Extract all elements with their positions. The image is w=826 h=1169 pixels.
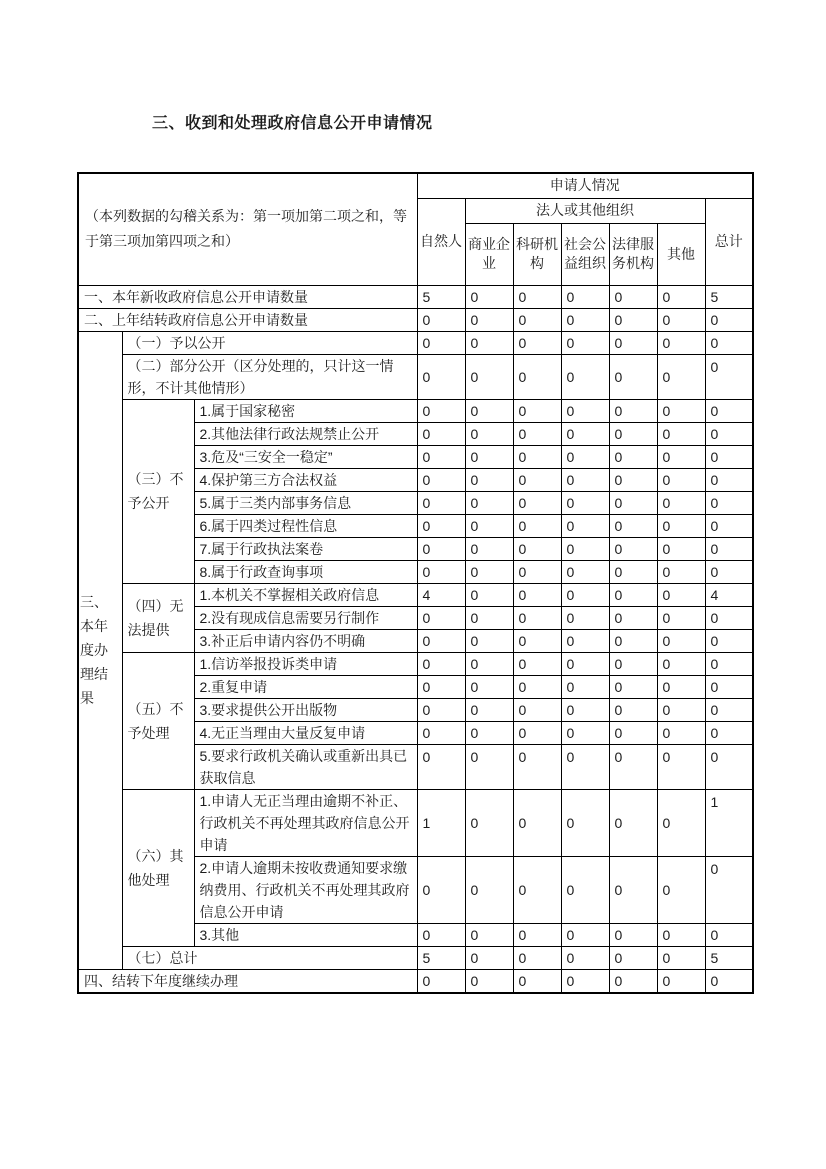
table-row	[78, 285, 753, 308]
value-cell: 0	[561, 399, 609, 422]
value-cell: 0	[513, 789, 561, 856]
value-cell: 0	[561, 285, 609, 308]
value-cell: 0	[561, 422, 609, 445]
value-cell: 0	[561, 698, 609, 721]
value-cell: 0	[561, 923, 609, 946]
value-cell: 0	[465, 514, 513, 537]
row-label: 2.没有现成信息需要另行制作	[194, 606, 417, 629]
value-cell: 0	[705, 606, 753, 629]
group-a-label: 三、本年度办理结果	[78, 331, 122, 969]
value-cell: 0	[465, 560, 513, 583]
value-cell: 0	[609, 789, 657, 856]
value-cell: 0	[657, 675, 705, 698]
value-cell: 0	[609, 491, 657, 514]
row-label: 1.信访举报投诉类申请	[194, 652, 417, 675]
value-cell: 0	[417, 422, 465, 445]
value-cell: 0	[609, 606, 657, 629]
table-row	[78, 583, 753, 606]
value-cell: 0	[657, 856, 705, 923]
value-cell: 0	[513, 675, 561, 698]
value-cell: 0	[465, 744, 513, 789]
value-cell: 0	[561, 629, 609, 652]
value-cell: 0	[657, 491, 705, 514]
value-cell: 0	[513, 560, 561, 583]
value-cell: 0	[417, 560, 465, 583]
value-cell: 0	[705, 652, 753, 675]
value-cell: 0	[465, 946, 513, 969]
value-cell: 0	[465, 583, 513, 606]
row-label: 1.本机关不掌握相关政府信息	[194, 583, 417, 606]
value-cell: 0	[657, 652, 705, 675]
value-cell: 0	[705, 468, 753, 491]
value-cell: 0	[657, 537, 705, 560]
header-commercial-enterprise: 商业企业	[465, 223, 513, 285]
value-cell: 0	[417, 744, 465, 789]
value-cell: 0	[465, 969, 513, 993]
value-cell: 0	[657, 583, 705, 606]
row-label: 4.保护第三方合法权益	[194, 468, 417, 491]
value-cell: 0	[561, 675, 609, 698]
value-cell: 0	[657, 698, 705, 721]
value-cell: 0	[513, 652, 561, 675]
value-cell: 0	[465, 698, 513, 721]
row-label: 四、结转下年度继续办理	[78, 969, 417, 993]
value-cell: 0	[417, 652, 465, 675]
value-cell: 5	[705, 285, 753, 308]
value-cell: 0	[417, 675, 465, 698]
header-other-org: 其他	[657, 223, 705, 285]
value-cell: 0	[417, 537, 465, 560]
row-label: 3.补正后申请内容仍不明确	[194, 629, 417, 652]
value-cell: 0	[513, 744, 561, 789]
value-cell: 0	[417, 399, 465, 422]
value-cell: 0	[513, 285, 561, 308]
value-cell: 5	[705, 946, 753, 969]
value-cell: 0	[705, 560, 753, 583]
value-cell: 0	[417, 331, 465, 354]
value-cell: 0	[657, 308, 705, 331]
value-cell: 0	[657, 629, 705, 652]
value-cell: 0	[657, 969, 705, 993]
value-cell: 0	[705, 331, 753, 354]
value-cell: 0	[465, 675, 513, 698]
value-cell: 0	[513, 491, 561, 514]
row-label: 2.重复申请	[194, 675, 417, 698]
value-cell: 0	[609, 583, 657, 606]
value-cell: 0	[657, 331, 705, 354]
value-cell: 0	[417, 308, 465, 331]
value-cell: 0	[513, 946, 561, 969]
value-cell: 0	[609, 331, 657, 354]
table-row	[78, 969, 753, 993]
row-label: 3.其他	[194, 923, 417, 946]
corner-note: （本列数据的勾稽关系为：第一项加第二项之和，等于第三项加第四项之和）	[78, 173, 417, 285]
group-b-label: （五）不予处理	[122, 652, 194, 789]
value-cell: 0	[513, 629, 561, 652]
header-research-institution: 科研机构	[513, 223, 561, 285]
value-cell: 0	[705, 629, 753, 652]
row-label: 4.无正当理由大量反复申请	[194, 721, 417, 744]
value-cell: 0	[465, 331, 513, 354]
value-cell: 0	[705, 969, 753, 993]
header-legal-group: 法人或其他组织	[465, 198, 705, 223]
value-cell: 0	[609, 721, 657, 744]
value-cell: 0	[609, 744, 657, 789]
value-cell: 0	[609, 560, 657, 583]
value-cell: 0	[657, 721, 705, 744]
value-cell: 0	[657, 514, 705, 537]
value-cell: 5	[417, 946, 465, 969]
value-cell: 0	[657, 468, 705, 491]
row-label: 5.要求行政机关确认或重新出具已获取信息	[194, 744, 417, 789]
value-cell: 0	[609, 422, 657, 445]
row-label: 6.属于四类过程性信息	[194, 514, 417, 537]
row-label: 二、上年结转政府信息公开申请数量	[78, 308, 417, 331]
value-cell: 0	[465, 923, 513, 946]
value-cell: 0	[657, 789, 705, 856]
value-cell: 0	[705, 422, 753, 445]
value-cell: 0	[513, 721, 561, 744]
value-cell: 0	[417, 923, 465, 946]
value-cell: 0	[513, 445, 561, 468]
value-cell: 0	[609, 698, 657, 721]
row-label: 1.属于国家秘密	[194, 399, 417, 422]
value-cell: 0	[657, 744, 705, 789]
value-cell: 0	[465, 308, 513, 331]
value-cell: 0	[561, 537, 609, 560]
table-row	[78, 354, 753, 399]
value-cell: 0	[705, 856, 753, 923]
value-cell: 0	[657, 399, 705, 422]
value-cell: 5	[417, 285, 465, 308]
value-cell: 0	[561, 606, 609, 629]
value-cell: 0	[417, 606, 465, 629]
value-cell: 0	[705, 491, 753, 514]
value-cell: 0	[609, 675, 657, 698]
row-label: 1.申请人无正当理由逾期不补正、行政机关不再处理其政府信息公开申请	[194, 789, 417, 856]
value-cell: 0	[609, 969, 657, 993]
value-cell: 0	[417, 629, 465, 652]
table-row	[78, 308, 753, 331]
value-cell: 0	[417, 721, 465, 744]
value-cell: 0	[609, 399, 657, 422]
group-b-label: （四）无法提供	[122, 583, 194, 652]
value-cell: 0	[609, 308, 657, 331]
value-cell: 0	[609, 856, 657, 923]
value-cell: 0	[465, 399, 513, 422]
value-cell: 0	[705, 445, 753, 468]
value-cell: 0	[609, 468, 657, 491]
value-cell: 0	[657, 422, 705, 445]
value-cell: 0	[561, 560, 609, 583]
value-cell: 0	[561, 721, 609, 744]
value-cell: 0	[657, 946, 705, 969]
value-cell: 0	[609, 285, 657, 308]
row-label: 7.属于行政执法案卷	[194, 537, 417, 560]
application-statistics-table	[77, 172, 754, 994]
value-cell: 0	[465, 856, 513, 923]
value-cell: 0	[417, 698, 465, 721]
page-title: 三、收到和处理政府信息公开申请情况	[152, 115, 433, 132]
value-cell: 0	[465, 652, 513, 675]
value-cell: 0	[561, 946, 609, 969]
value-cell: 0	[705, 698, 753, 721]
value-cell: 0	[561, 331, 609, 354]
value-cell: 0	[513, 856, 561, 923]
row-label: （七）总计	[122, 946, 417, 969]
value-cell: 1	[705, 789, 753, 856]
value-cell: 0	[561, 354, 609, 399]
group-b-label: （六）其他处理	[122, 789, 194, 946]
row-label: （二）部分公开（区分处理的，只计这一情形，不计其他情形）	[122, 354, 417, 399]
value-cell: 4	[417, 583, 465, 606]
value-cell: 0	[561, 652, 609, 675]
value-cell: 0	[705, 537, 753, 560]
value-cell: 0	[465, 606, 513, 629]
value-cell: 0	[417, 445, 465, 468]
table-row	[78, 399, 753, 422]
value-cell: 0	[609, 652, 657, 675]
header-social-welfare-org: 社会公益组织	[561, 223, 609, 285]
value-cell: 0	[417, 468, 465, 491]
value-cell: 0	[657, 445, 705, 468]
value-cell: 0	[609, 354, 657, 399]
value-cell: 0	[705, 744, 753, 789]
row-label: 2.其他法律行政法规禁止公开	[194, 422, 417, 445]
table-header	[78, 173, 753, 285]
value-cell: 0	[705, 721, 753, 744]
value-cell: 4	[705, 583, 753, 606]
table-row	[78, 331, 753, 354]
value-cell: 0	[561, 308, 609, 331]
header-legal-service-org: 法律服务机构	[609, 223, 657, 285]
row-label: 8.属于行政查询事项	[194, 560, 417, 583]
value-cell: 0	[657, 560, 705, 583]
row-label: 2.申请人逾期未按收费通知要求缴纳费用、行政机关不再处理其政府信息公开申请	[194, 856, 417, 923]
table-row	[78, 789, 753, 856]
value-cell: 0	[465, 789, 513, 856]
row-label: 5.属于三类内部事务信息	[194, 491, 417, 514]
header-applicant-group: 申请人情况	[417, 173, 753, 198]
value-cell: 0	[705, 514, 753, 537]
table-row	[78, 652, 753, 675]
value-cell: 0	[609, 923, 657, 946]
value-cell: 0	[465, 629, 513, 652]
value-cell: 0	[465, 468, 513, 491]
value-cell: 0	[465, 285, 513, 308]
value-cell: 0	[513, 422, 561, 445]
value-cell: 0	[465, 537, 513, 560]
value-cell: 0	[705, 675, 753, 698]
value-cell: 1	[417, 789, 465, 856]
row-label: 3.要求提供公开出版物	[194, 698, 417, 721]
value-cell: 0	[513, 399, 561, 422]
value-cell: 0	[561, 744, 609, 789]
value-cell: 0	[513, 698, 561, 721]
value-cell: 0	[465, 354, 513, 399]
value-cell: 0	[513, 354, 561, 399]
table-body	[78, 285, 753, 993]
value-cell: 0	[465, 445, 513, 468]
table-row	[78, 946, 753, 969]
value-cell: 0	[561, 856, 609, 923]
value-cell: 0	[657, 285, 705, 308]
row-label: （一）予以公开	[122, 331, 417, 354]
row-label: 3.危及“三安全一稳定”	[194, 445, 417, 468]
value-cell: 0	[609, 445, 657, 468]
value-cell: 0	[417, 354, 465, 399]
value-cell: 0	[657, 354, 705, 399]
value-cell: 0	[561, 969, 609, 993]
group-b-label: （三）不予公开	[122, 399, 194, 583]
value-cell: 0	[609, 514, 657, 537]
value-cell: 0	[513, 308, 561, 331]
value-cell: 0	[513, 583, 561, 606]
header-natural-person: 自然人	[417, 198, 465, 285]
value-cell: 0	[609, 537, 657, 560]
value-cell: 0	[705, 923, 753, 946]
row-label: 一、本年新收政府信息公开申请数量	[78, 285, 417, 308]
value-cell: 0	[561, 514, 609, 537]
value-cell: 0	[561, 789, 609, 856]
value-cell: 0	[561, 445, 609, 468]
value-cell: 0	[417, 514, 465, 537]
value-cell: 0	[513, 331, 561, 354]
value-cell: 0	[513, 606, 561, 629]
value-cell: 0	[513, 514, 561, 537]
value-cell: 0	[513, 468, 561, 491]
value-cell: 0	[465, 721, 513, 744]
value-cell: 0	[705, 308, 753, 331]
value-cell: 0	[513, 923, 561, 946]
value-cell: 0	[561, 468, 609, 491]
value-cell: 0	[657, 923, 705, 946]
value-cell: 0	[609, 629, 657, 652]
value-cell: 0	[417, 969, 465, 993]
value-cell: 0	[657, 606, 705, 629]
value-cell: 0	[561, 491, 609, 514]
header-total: 总计	[705, 198, 753, 285]
value-cell: 0	[609, 946, 657, 969]
value-cell: 0	[417, 856, 465, 923]
value-cell: 0	[513, 537, 561, 560]
value-cell: 0	[705, 399, 753, 422]
value-cell: 0	[561, 583, 609, 606]
value-cell: 0	[465, 491, 513, 514]
value-cell: 0	[417, 491, 465, 514]
value-cell: 0	[705, 354, 753, 399]
header-row-applicant	[78, 173, 753, 198]
value-cell: 0	[465, 422, 513, 445]
value-cell: 0	[513, 969, 561, 993]
